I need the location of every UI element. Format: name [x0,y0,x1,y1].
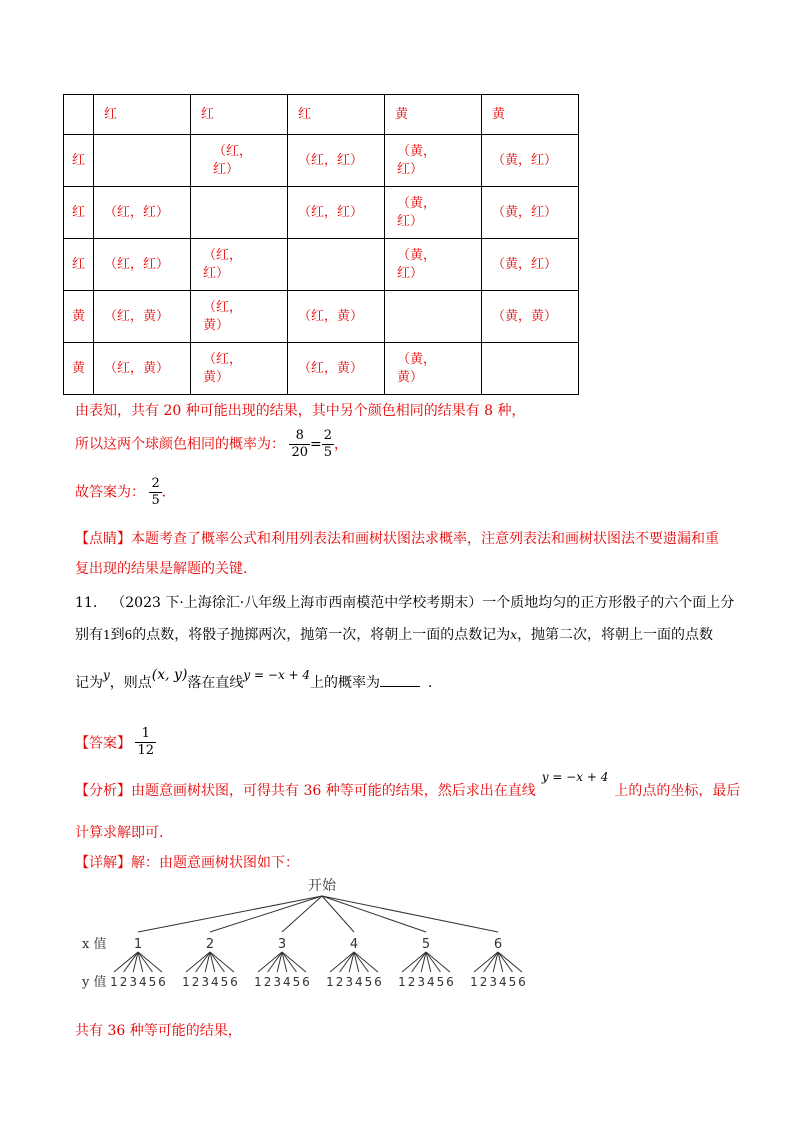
fraction-numerator: 2 [323,428,333,443]
tree-y-nodes [110,975,526,989]
answer-tag: 【答案】 [75,735,131,752]
table-row [64,239,579,291]
tree-y-node: 5 [364,975,373,989]
table-cell [385,343,482,395]
solution-line-2 [75,428,348,461]
math-line-equation: y = −x + 4 [243,668,311,682]
tree-y-node: 3 [345,975,354,989]
cell-text: （红， [203,299,243,315]
tree-y-node: 5 [508,975,517,989]
cell-text: （黄， [397,247,437,263]
fraction-denominator: 12 [137,743,154,758]
table-row [64,187,579,239]
cell-text: （黄， [397,351,437,367]
tree-branch [210,896,322,932]
fraction-numerator: 8 [289,428,310,445]
question-11-line-1: 11． （2023 下·上海徐汇·八年级上海市西南模范中学校考期末）一个质地均匀的正方形骰子的六个面上分 [75,595,735,611]
detail-line [75,852,299,872]
fraction-denominator: 5 [323,445,333,460]
tree-y-node: 2 [335,975,344,989]
cell-text: 红） [397,161,424,177]
detail-tag: 【详解】 [75,855,131,871]
table-row-header: 红 [64,239,94,291]
fraction-denominator: 20 [291,445,308,460]
tree-y-node: 5 [436,975,445,989]
total-outcomes-line: 共有 36 种等可能的结果， [75,1023,242,1039]
tree-branch [138,896,322,932]
cell-text: （黄， [397,195,437,211]
tree-y-node: 6 [518,975,526,989]
question-11-line-3 [75,667,443,692]
table-cell: （黄，红） [482,135,579,187]
tree-y-node: 1 [398,975,406,989]
cell-text: 黄） [203,369,230,385]
tree-y-node: 2 [119,975,128,989]
table-cell [191,135,288,187]
answer-line [75,726,156,759]
table-cell: （红，黄） [288,343,385,395]
table-cell: （红，红） [288,187,385,239]
analysis-text: 上的点的坐标，最后 [614,783,741,799]
tree-x-node: 6 [493,937,503,952]
analysis-line-2: 计算求解即可. [75,825,164,841]
cell-text: 黄） [397,369,424,385]
q-text: 记为 [75,675,103,691]
q-text: 的点数，将骰子抛掷两次，抛第一次，将朝上一面的点数记为 [132,627,511,643]
math-line-equation: y = −x + 4 [541,770,609,784]
table-header-cell: 红 [94,95,191,135]
table-cell [191,239,288,291]
tree-y-node: 6 [158,975,166,989]
tree-x-nodes [134,937,502,952]
math-var-x: x [510,628,518,642]
table-cell [191,343,288,395]
fraction-2-5 [149,476,161,509]
table-cell [385,135,482,187]
q-text: 别有 [75,627,103,643]
table-cell [94,135,191,187]
table-row-header: 红 [64,135,94,187]
tree-x-node: 2 [205,937,215,952]
solution-line-1: 由表知，共有 20 种可能出现的结果，其中另个颜色相同的结果有 8 种， [75,403,526,419]
y-value-label: y 值 [82,975,107,990]
x-value-label: x 值 [82,937,107,952]
table-header-cell: 黄 [482,95,579,135]
q-text: ，则点 [109,675,152,691]
table-cell [288,239,385,291]
table-header-cell: 红 [288,95,385,135]
tree-y-node: 3 [417,975,426,989]
fraction-denominator: 5 [151,493,160,508]
tree-y-node: 1 [254,975,262,989]
table-cell: （黄，红） [482,239,579,291]
tree-y-node: 2 [263,975,272,989]
q-text: ，抛第二次，将朝上一面的点数 [517,627,714,643]
tree-y-node: 3 [201,975,210,989]
tree-branch [282,896,322,932]
table-cell: （红，黄） [288,291,385,343]
table-cell: （红，黄） [94,291,191,343]
tree-y-node: 2 [407,975,416,989]
fraction-numerator: 2 [151,476,160,491]
tree-y-node: 4 [498,975,507,989]
table-cell [385,291,482,343]
table-corner-cell [64,95,94,135]
tree-y-node: 3 [129,975,138,989]
q-text: 上的概率为 [310,675,381,691]
tree-y-node: 5 [292,975,301,989]
table-cell: （黄，红） [482,187,579,239]
table-cell [191,291,288,343]
q-text: 落在直线 [187,675,244,691]
solution-line-3 [75,476,176,509]
table-cell [482,343,579,395]
tree-x-node: 5 [421,937,431,952]
table-cell [385,187,482,239]
math-point: (x, y) [151,667,188,683]
tree-x-node: 3 [277,937,287,952]
table-header-row [64,95,579,135]
tree-y-node: 6 [302,975,310,989]
table-cell [191,187,288,239]
tree-y-node: 4 [282,975,291,989]
cell-text: 红） [203,265,230,281]
comment-text: 本题考查了概率公式和利用列表法和画树状图法求概率，注意列表法和画树状图法不要遗漏和重 [131,531,719,547]
tree-y-node: 6 [374,975,382,989]
tree-x-node: 1 [133,937,143,952]
answer-blank [380,674,420,687]
analysis-text: 由题意画树状图，可得共有 36 种等可能的结果，然后求出在直线 [131,783,536,799]
cell-text: 红） [397,213,424,229]
comment-line-1 [75,528,719,548]
table-row [64,135,579,187]
cell-text: （红， [203,247,243,263]
tree-y-node: 4 [354,975,363,989]
cell-text: 红） [397,265,424,281]
tree-y-node: 2 [479,975,488,989]
tree-y-node: 6 [446,975,454,989]
table-header-cell: 黄 [385,95,482,135]
table-row-header: 红 [64,187,94,239]
table-header-cell: 红 [191,95,288,135]
table-cell: （红，红） [288,135,385,187]
outcome-table [63,94,579,395]
fraction-1-12 [135,726,156,759]
tree-y-node: 5 [220,975,229,989]
fraction-numerator: 1 [135,726,156,743]
tree-branches [114,896,522,972]
tree-y-node: 3 [273,975,282,989]
cell-text: （红， [213,143,253,159]
cell-text: 红） [213,161,240,177]
table-cell: （红，黄） [94,343,191,395]
answer-prefix: 故答案为： [75,484,145,501]
tree-y-node: 1 [182,975,190,989]
analysis-tag: 【分析】 [75,783,131,799]
comment-tag: 【点睛】 [75,531,131,547]
tree-diagram [80,872,550,1002]
tree-y-node: 4 [426,975,435,989]
cell-text: 黄） [203,317,230,333]
tree-y-node: 6 [230,975,238,989]
table-row [64,343,579,395]
table-cell [385,239,482,291]
math-number: 1 [103,628,111,642]
math-var-y: y [103,668,110,682]
tree-root-label: 开始 [308,878,336,894]
solution-line-2-text: 所以这两个球颜色相同的概率为： [75,436,285,453]
comment-line-2: 复出现的结果是解题的关键． [75,561,257,577]
punctuation: ， [334,436,349,453]
punctuation: ． [161,484,176,501]
punctuation: ． [428,675,443,691]
tree-y-node: 3 [489,975,498,989]
tree-y-node: 1 [470,975,478,989]
table-cell: （红，红） [94,187,191,239]
tree-y-node: 2 [191,975,200,989]
fraction-2-5 [322,428,334,461]
equals-sign: = [310,436,322,453]
tree-y-node: 5 [148,975,157,989]
cell-text: （红， [203,351,243,367]
table-row-header: 黄 [64,291,94,343]
table-cell: （红，红） [94,239,191,291]
math-number: 6 [124,628,133,642]
fraction-8-20 [289,428,310,461]
table-cell: （黄，黄） [482,291,579,343]
tree-x-node: 4 [349,937,359,952]
tree-y-node: 1 [326,975,334,989]
table-row-header: 黄 [64,343,94,395]
cell-text: （黄， [397,143,437,159]
tree-y-node: 4 [138,975,147,989]
q-text: 到 [110,627,125,643]
tree-y-node: 4 [210,975,219,989]
table-row [64,291,579,343]
detail-text: 解：由题意画树状图如下： [131,855,299,871]
tree-y-node: 1 [110,975,118,989]
analysis-line-1 [75,770,741,800]
question-11-line-2 [75,624,713,644]
